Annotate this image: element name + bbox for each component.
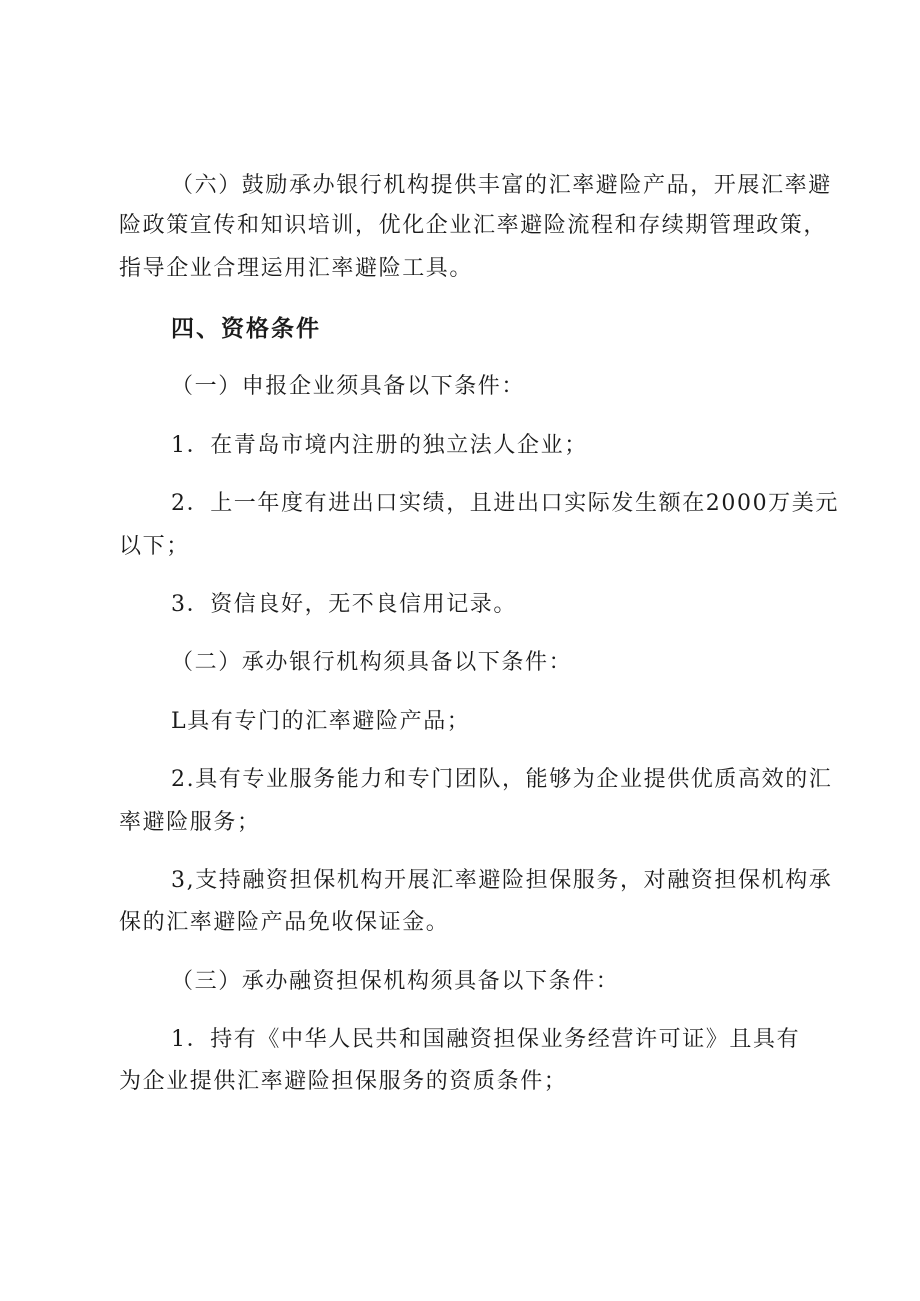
item-2-1: L具有专门的汇率避险产品； xyxy=(171,709,471,734)
para-6-line-2: 险政策宣传和知识培训，优化企业汇率避险流程和存续期管理政策， xyxy=(119,213,828,238)
subsection-2-title: （二）承办银行机构须具备以下条件： xyxy=(171,650,573,675)
item-3-1-line-1: 1．持有《中华人民共和国融资担保业务经营许可证》且具有 xyxy=(171,1027,801,1052)
item-1-1: 1．在青岛市境内注册的独立法人企业； xyxy=(171,433,588,458)
subsection-1-title: （一）申报企业须具备以下条件： xyxy=(171,374,526,399)
para-6-line-3: 指导企业合理运用汇率避险工具。 xyxy=(119,256,474,281)
section-heading-qualifications: 四、资格条件 xyxy=(171,316,321,342)
item-1-2-line-2: 以下； xyxy=(119,534,190,559)
item-1-2-line-1: 2．上一年度有进出口实绩，且进出口实际发生额在2000万美元 xyxy=(171,491,839,516)
item-2-2-line-2: 率避险服务； xyxy=(119,810,261,835)
item-2-3-line-2: 保的汇率避险产品免收保证金。 xyxy=(119,910,450,935)
item-3-1-line-2: 为企业提供汇率避险担保服务的资质条件； xyxy=(119,1069,568,1094)
para-6-line-1: （六）鼓励承办银行机构提供丰富的汇率避险产品，开展汇率避 xyxy=(171,173,832,198)
item-1-3: 3．资信良好，无不良信用记录。 xyxy=(171,592,517,617)
item-2-3-line-1: 3,支持融资担保机构开展汇率避险担保服务，对融资担保机构承 xyxy=(171,868,833,893)
item-2-2-line-1: 2.具有专业服务能力和专门团队，能够为企业提供优质高效的汇 xyxy=(171,767,833,792)
subsection-3-title: （三）承办融资担保机构须具备以下条件： xyxy=(171,969,620,994)
